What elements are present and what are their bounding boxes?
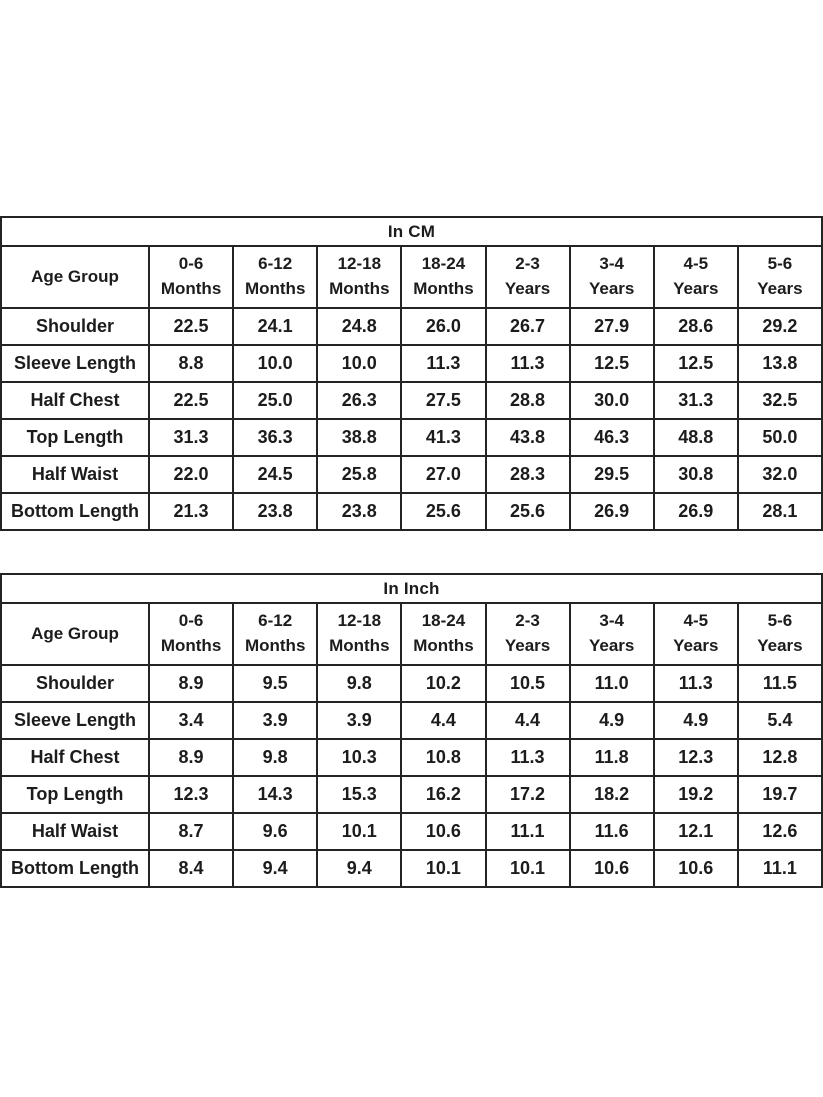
cell-value: 26.9: [654, 493, 738, 530]
row-label: Half Chest: [1, 382, 149, 419]
cell-value: 27.0: [401, 456, 485, 493]
cell-value: 12.3: [149, 776, 233, 813]
cell-value: 22.0: [149, 456, 233, 493]
table-title-row: [1, 574, 822, 603]
column-unit: Months: [160, 279, 222, 298]
column-unit: Years: [504, 279, 551, 298]
cell-value: 11.0: [570, 665, 654, 702]
cell-value: 32.0: [738, 456, 822, 493]
cell-value: 10.2: [401, 665, 485, 702]
cell-value: 48.8: [654, 419, 738, 456]
cell-value: 25.6: [486, 493, 570, 530]
table-row: [1, 776, 822, 813]
cell-value: 3.9: [317, 702, 401, 739]
cell-value: 11.3: [401, 345, 485, 382]
cell-value: 11.3: [486, 739, 570, 776]
table-header-row: [1, 603, 822, 665]
cell-value: 28.1: [738, 493, 822, 530]
cell-value: 13.8: [738, 345, 822, 382]
cell-value: 26.0: [401, 308, 485, 345]
cell-value: 28.6: [654, 308, 738, 345]
column-unit: Years: [673, 636, 719, 655]
table-row: [1, 345, 822, 382]
cell-value: 12.5: [570, 345, 654, 382]
cell-value: 19.7: [738, 776, 822, 813]
column-unit: Years: [504, 636, 551, 655]
row-label: Sleeve Length: [1, 345, 149, 382]
cell-value: 3.4: [149, 702, 233, 739]
cell-value: 30.0: [570, 382, 654, 419]
cell-value: 10.6: [654, 850, 738, 887]
cell-value: 10.1: [401, 850, 485, 887]
cell-value: 8.7: [149, 813, 233, 850]
cell-value: 26.9: [570, 493, 654, 530]
table-row: [1, 702, 822, 739]
cell-value: 8.4: [149, 850, 233, 887]
cell-value: 10.6: [401, 813, 485, 850]
cell-value: 10.0: [233, 345, 317, 382]
column-header: [233, 603, 317, 665]
cell-value: 4.9: [654, 702, 738, 739]
column-unit: Months: [160, 636, 222, 655]
cell-value: 23.8: [233, 493, 317, 530]
cell-value: 21.3: [149, 493, 233, 530]
cell-value: 9.8: [233, 739, 317, 776]
column-unit: Months: [413, 636, 474, 655]
cell-value: 17.2: [486, 776, 570, 813]
cell-value: 26.7: [486, 308, 570, 345]
cell-value: 4.4: [401, 702, 485, 739]
cell-value: 24.8: [317, 308, 401, 345]
row-label: Bottom Length: [1, 850, 149, 887]
column-header: [149, 246, 233, 308]
cell-value: 29.5: [570, 456, 654, 493]
cell-value: 41.3: [401, 419, 485, 456]
cell-value: 43.8: [486, 419, 570, 456]
cell-value: 32.5: [738, 382, 822, 419]
column-unit: Years: [588, 636, 635, 655]
cell-value: 31.3: [149, 419, 233, 456]
column-unit: Years: [757, 636, 803, 655]
cell-value: 12.3: [654, 739, 738, 776]
cell-value: 11.1: [738, 850, 822, 887]
cell-value: 38.8: [317, 419, 401, 456]
column-header: [738, 246, 822, 308]
column-header: [401, 603, 485, 665]
column-range: 18-24: [421, 611, 466, 631]
column-range: 18-24: [421, 254, 466, 274]
table-row: [1, 850, 822, 887]
cell-value: 50.0: [738, 419, 822, 456]
cell-value: 10.8: [401, 739, 485, 776]
column-range: 3-4: [599, 254, 624, 274]
table-header-row: [1, 246, 822, 308]
column-header: [570, 246, 654, 308]
column-range: 5-6: [767, 254, 793, 274]
column-range: 6-12: [258, 254, 293, 274]
cell-value: 25.8: [317, 456, 401, 493]
column-unit: Months: [244, 636, 306, 655]
size-tables-container: [0, 216, 823, 888]
column-unit: Months: [329, 279, 390, 298]
column-unit: Years: [588, 279, 635, 298]
column-range: 5-6: [767, 611, 793, 631]
cell-value: 9.6: [233, 813, 317, 850]
cell-value: 11.8: [570, 739, 654, 776]
cell-value: 25.6: [401, 493, 485, 530]
column-header: [570, 603, 654, 665]
cell-value: 14.3: [233, 776, 317, 813]
cell-value: 10.5: [486, 665, 570, 702]
table-row: [1, 813, 822, 850]
cell-value: 12.5: [654, 345, 738, 382]
column-unit: Months: [244, 279, 306, 298]
cell-value: 24.5: [233, 456, 317, 493]
column-unit: Years: [673, 279, 719, 298]
column-range: 12-18: [337, 254, 382, 274]
cell-value: 4.4: [486, 702, 570, 739]
column-header: [654, 603, 738, 665]
cell-value: 5.4: [738, 702, 822, 739]
table-row: [1, 493, 822, 530]
column-range: 12-18: [337, 611, 382, 631]
cell-value: 8.9: [149, 665, 233, 702]
cell-value: 19.2: [654, 776, 738, 813]
cell-value: 16.2: [401, 776, 485, 813]
column-range: 6-12: [258, 611, 293, 631]
column-header: [149, 603, 233, 665]
cell-value: 8.9: [149, 739, 233, 776]
cell-value: 36.3: [233, 419, 317, 456]
cell-value: 12.8: [738, 739, 822, 776]
cell-value: 30.8: [654, 456, 738, 493]
column-range: 2-3: [515, 611, 540, 631]
table-title: In Inch: [1, 574, 822, 603]
cell-value: 25.0: [233, 382, 317, 419]
cell-value: 10.0: [317, 345, 401, 382]
table-row: [1, 382, 822, 419]
column-range: 4-5: [683, 254, 709, 274]
row-label: Shoulder: [1, 665, 149, 702]
row-label: Bottom Length: [1, 493, 149, 530]
cell-value: 11.6: [570, 813, 654, 850]
column-range: 3-4: [599, 611, 624, 631]
column-unit: Years: [757, 279, 803, 298]
table-title-row: [1, 217, 822, 246]
cell-value: 3.9: [233, 702, 317, 739]
table-title: In CM: [1, 217, 822, 246]
cell-value: 11.1: [486, 813, 570, 850]
cell-value: 12.6: [738, 813, 822, 850]
table-row: [1, 308, 822, 345]
column-header: [486, 246, 570, 308]
cell-value: 22.5: [149, 308, 233, 345]
column-header: [233, 246, 317, 308]
cell-value: 11.3: [654, 665, 738, 702]
row-label: Sleeve Length: [1, 702, 149, 739]
column-header: [654, 246, 738, 308]
cell-value: 12.1: [654, 813, 738, 850]
table-row: [1, 665, 822, 702]
cell-value: 8.8: [149, 345, 233, 382]
cell-value: 31.3: [654, 382, 738, 419]
cell-value: 28.8: [486, 382, 570, 419]
age-group-header: Age Group: [1, 603, 149, 665]
row-label: Top Length: [1, 419, 149, 456]
column-unit: Months: [413, 279, 474, 298]
cell-value: 11.3: [486, 345, 570, 382]
table-row: [1, 739, 822, 776]
cell-value: 27.9: [570, 308, 654, 345]
cell-value: 26.3: [317, 382, 401, 419]
cell-value: 46.3: [570, 419, 654, 456]
cell-value: 10.1: [486, 850, 570, 887]
cell-value: 27.5: [401, 382, 485, 419]
cell-value: 15.3: [317, 776, 401, 813]
column-header: [401, 246, 485, 308]
cell-value: 9.8: [317, 665, 401, 702]
column-header: [738, 603, 822, 665]
cell-value: 11.5: [738, 665, 822, 702]
cell-value: 18.2: [570, 776, 654, 813]
row-label: Top Length: [1, 776, 149, 813]
cell-value: 23.8: [317, 493, 401, 530]
cell-value: 29.2: [738, 308, 822, 345]
table-row: [1, 419, 822, 456]
row-label: Half Waist: [1, 813, 149, 850]
column-unit: Months: [329, 636, 390, 655]
cell-value: 10.1: [317, 813, 401, 850]
column-range: 2-3: [515, 254, 540, 274]
table-row: [1, 456, 822, 493]
age-group-header: Age Group: [1, 246, 149, 308]
size-table-inch: [0, 573, 823, 888]
column-range: 0-6: [178, 611, 204, 631]
column-range: 0-6: [178, 254, 204, 274]
row-label: Half Waist: [1, 456, 149, 493]
column-range: 4-5: [683, 611, 709, 631]
cell-value: 28.3: [486, 456, 570, 493]
cell-value: 10.3: [317, 739, 401, 776]
row-label: Shoulder: [1, 308, 149, 345]
cell-value: 22.5: [149, 382, 233, 419]
cell-value: 4.9: [570, 702, 654, 739]
size-table-cm: [0, 216, 823, 531]
cell-value: 24.1: [233, 308, 317, 345]
cell-value: 10.6: [570, 850, 654, 887]
column-header: [317, 603, 401, 665]
column-header: [317, 246, 401, 308]
row-label: Half Chest: [1, 739, 149, 776]
column-header: [486, 603, 570, 665]
cell-value: 9.4: [317, 850, 401, 887]
cell-value: 9.4: [233, 850, 317, 887]
cell-value: 9.5: [233, 665, 317, 702]
